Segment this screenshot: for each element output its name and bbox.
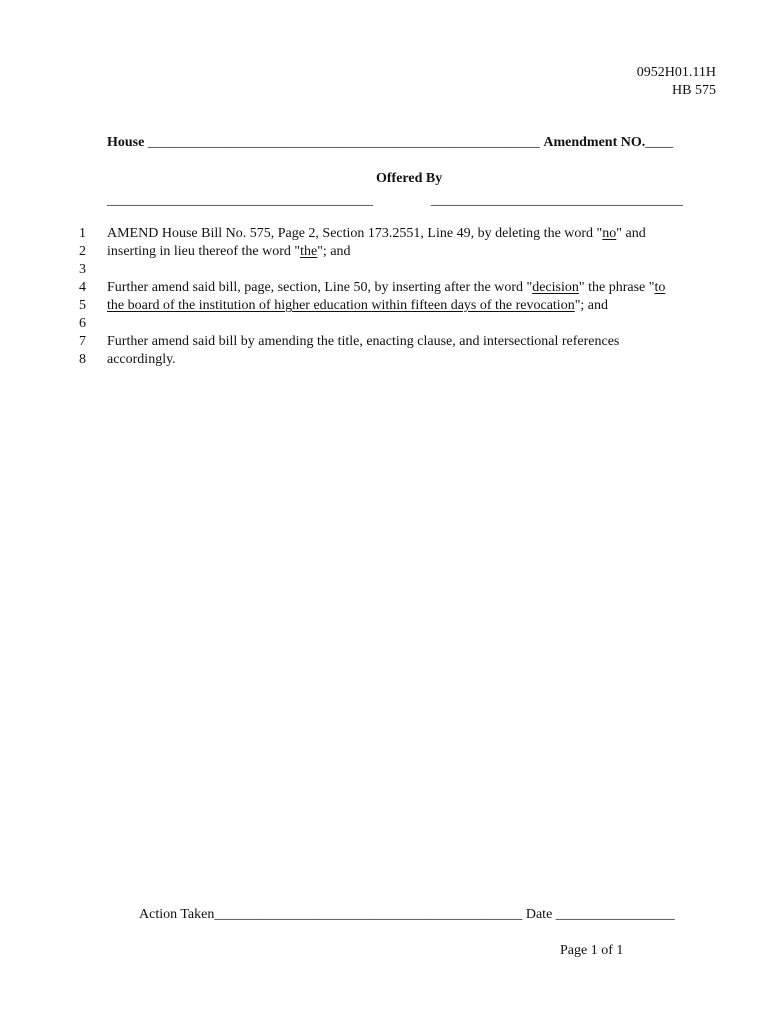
line-number: 4 xyxy=(79,280,86,295)
line-number: 6 xyxy=(79,316,86,331)
date-label: Date xyxy=(525,907,553,922)
house-label: House xyxy=(107,135,145,150)
underlined-word-decision: decision xyxy=(532,280,579,295)
amendment-line-2: inserting in lieu thereof the word "the"; and xyxy=(107,244,351,259)
amendment-line-5: the board of the institution of higher education within fifteen days of the revocation"; and xyxy=(107,298,609,313)
action-taken-label: Action Taken xyxy=(139,907,215,922)
document-code: 0952H01.11H xyxy=(636,65,716,80)
page-number: Page 1 of 1 xyxy=(560,943,624,958)
date-blank: _________________ xyxy=(555,907,675,922)
action-taken-line xyxy=(139,907,675,923)
sponsor-signature-line-right: ____________________________________ xyxy=(431,193,683,208)
bill-number: HB 575 xyxy=(672,83,716,98)
underlined-deleted-word: no xyxy=(602,226,617,241)
house-blank: ________________________________________________________ xyxy=(147,135,540,150)
amendment-line-8: accordingly. xyxy=(107,352,176,367)
sponsor-signature-line-left: ______________________________________ xyxy=(107,193,373,208)
line-number: 1 xyxy=(79,226,86,241)
title-line xyxy=(107,135,673,151)
line-number: 2 xyxy=(79,244,86,259)
amendment-line-4: Further amend said bill, page, section, Line 50, by inserting after the word "decision" the phrase "to xyxy=(107,280,666,295)
line-number: 7 xyxy=(79,334,86,349)
underlined-phrase-start: to xyxy=(654,280,666,295)
underlined-inserted-phrase: the board of the institution of higher education within fifteen days of the revocation xyxy=(107,298,575,313)
amendment-line-7: Further amend said bill by amending the title, enacting clause, and intersectional references xyxy=(107,334,620,349)
document-header xyxy=(637,64,716,100)
amendment-no-blank: ____ xyxy=(645,135,674,150)
amendment-no-label: Amendment NO. xyxy=(543,135,646,150)
action-taken-blank: ____________________________________________ xyxy=(214,907,523,922)
line-number: 3 xyxy=(79,262,86,277)
line-number: 8 xyxy=(79,352,86,367)
underlined-inserted-word: the xyxy=(300,244,318,259)
line-number: 5 xyxy=(79,298,86,313)
amendment-line-1: AMEND House Bill No. 575, Page 2, Section 173.2551, Line 49, by deleting the word "no" and xyxy=(107,226,646,241)
offered-by-label: Offered By xyxy=(376,171,443,186)
